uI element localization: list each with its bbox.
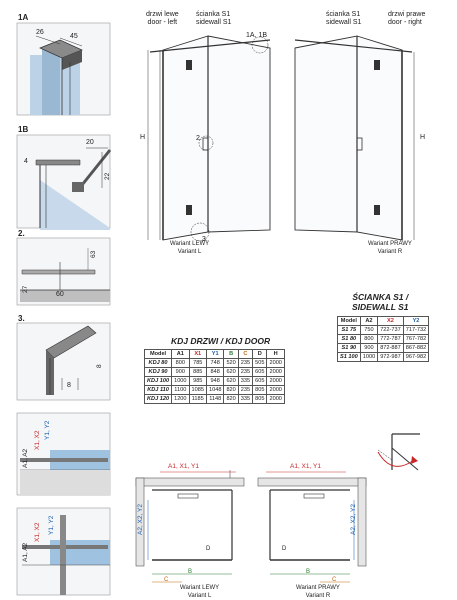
door-right-en: door - right — [388, 19, 422, 26]
variant-right-en: Variant R — [377, 249, 403, 255]
kdj-table-col-7: H — [267, 350, 284, 359]
door-swing-drawing — [378, 434, 420, 470]
table-cell: 520 — [224, 359, 238, 368]
table-cell: S1 80 — [338, 335, 361, 344]
plan-right-side-dims: A2, X2, Y2 — [350, 504, 357, 535]
table-cell: 805 — [253, 395, 267, 404]
dim-27: 27 — [22, 285, 29, 293]
table-cell: 2000 — [267, 359, 284, 368]
table-cell: 800 — [172, 359, 189, 368]
table-cell: 900 — [360, 344, 377, 353]
table-row — [145, 368, 285, 377]
table-cell: 235 — [238, 386, 252, 395]
table-cell: 717-732 — [403, 326, 429, 335]
detail-1b-label: 1B — [18, 125, 29, 134]
table-cell: 505 — [253, 359, 267, 368]
dim-60: 60 — [56, 291, 64, 298]
plan-right-b: B — [306, 569, 311, 575]
detail-3-drawing — [17, 323, 110, 400]
kdj-table-title: KDJ DRZWI / KDJ DOOR — [171, 336, 271, 346]
table-cell: 2000 — [267, 368, 284, 377]
plan-right-variant-en: Variant R — [305, 593, 331, 599]
door-left-en: door - left — [147, 19, 178, 26]
table-row — [145, 377, 285, 386]
detail-b-dim-a: A1, A2 — [22, 542, 29, 562]
cabin-right-drawing — [295, 36, 414, 240]
table-cell: S1 100 — [338, 353, 361, 362]
table-cell: 335 — [238, 395, 252, 404]
detail-a2-drawing — [17, 508, 110, 595]
dim-8-h: 8 — [67, 382, 71, 389]
table-cell: 620 — [224, 368, 238, 377]
table-cell: 805 — [253, 386, 267, 395]
table-cell: 967-982 — [403, 353, 429, 362]
table-cell: S1 75 — [338, 326, 361, 335]
table-cell: 767-782 — [403, 335, 429, 344]
table-cell: 1085 — [189, 386, 206, 395]
table-cell: 972-987 — [378, 353, 404, 362]
table-cell: KDJ 110 — [145, 386, 172, 395]
s1-table-col-3: Y2 — [403, 317, 429, 326]
table-cell: 2000 — [267, 377, 284, 386]
table-cell: 1185 — [189, 395, 206, 404]
detail-a-dim-x: X1, X2 — [34, 430, 41, 450]
table-cell: 800 — [360, 335, 377, 344]
marker-2: 2. — [196, 135, 202, 142]
table-cell: KDJ 80 — [145, 359, 172, 368]
s1-title-pl: ŚCIANKA S1 / — [352, 292, 409, 302]
door-right-pl: drzwi prawe — [388, 11, 426, 18]
s1-table-title — [352, 292, 409, 312]
table-cell: 900 — [172, 368, 189, 377]
variant-left-en: Variant L — [177, 249, 202, 255]
plan-left-top-dims: A1, X1, Y1 — [168, 463, 199, 470]
detail-1a-label: 1A — [18, 13, 29, 22]
plan-left-variant-en: Variant L — [187, 593, 212, 599]
plan-right-d: D — [282, 546, 287, 552]
table-cell: 1200 — [172, 395, 189, 404]
detail-a-dim-y: Y1, Y2 — [44, 420, 51, 440]
table-cell: 872-887 — [378, 344, 404, 353]
table-row — [338, 353, 429, 362]
detail-b-dim-x: X1, X2 — [34, 522, 41, 542]
table-cell: 867-882 — [403, 344, 429, 353]
table-cell: 785 — [189, 359, 206, 368]
height-left: H — [140, 134, 146, 141]
s1-table-col-2: X2 — [378, 317, 404, 326]
sidewall-left-label — [196, 11, 231, 27]
s1-header-row — [338, 317, 429, 326]
kdj-table-col-5: C — [238, 350, 252, 359]
table-row — [338, 344, 429, 353]
plan-right-top-dims: A1, X1, Y1 — [290, 463, 321, 470]
plan-left-c: C — [164, 577, 169, 583]
kdj-table-col-3: Y1 — [206, 350, 223, 359]
s1-table-col-0: Model — [338, 317, 361, 326]
table-cell: 820 — [224, 395, 238, 404]
table-cell: 620 — [224, 377, 238, 386]
plan-left-variant-pl: Wariant LEWY — [180, 585, 220, 591]
variant-left-label — [170, 240, 209, 256]
dim-45: 45 — [70, 33, 78, 40]
table-cell: 748 — [206, 359, 223, 368]
cabin-left-drawing — [148, 36, 270, 241]
detail-a-dim-a: A1, A2 — [22, 448, 29, 468]
kdj-table-col-4: B — [224, 350, 238, 359]
plan-left-side-dims: A2, X2, Y2 — [137, 504, 144, 535]
s1-title-en: SIDEWALL S1 — [352, 302, 409, 312]
table-cell: 2000 — [267, 395, 284, 404]
marker-1a-1b: 1A, 1B — [246, 32, 268, 39]
table-cell: 848 — [206, 368, 223, 377]
door-right-label — [388, 11, 425, 27]
table-cell: KDJ 120 — [145, 395, 172, 404]
table-cell: 235 — [238, 359, 252, 368]
kdj-table-col-1: A1 — [172, 350, 189, 359]
dim-63: 63 — [90, 250, 97, 258]
sidewall-right-en: sidewall S1 — [326, 19, 362, 26]
plan-right-c: C — [332, 577, 337, 583]
table-row — [338, 335, 429, 344]
s1-table — [337, 316, 429, 362]
table-cell: KDJ 90 — [145, 368, 172, 377]
detail-2-label: 2. — [18, 229, 25, 238]
table-cell: S1 90 — [338, 344, 361, 353]
s1-table-col-1: A2 — [360, 317, 377, 326]
table-cell: 1000 — [172, 377, 189, 386]
door-left-pl: drzwi lewe — [146, 11, 179, 18]
table-cell: 605 — [253, 377, 267, 386]
plan-right-variant — [296, 584, 340, 600]
height-right: H — [420, 134, 426, 141]
table-cell: 1000 — [360, 353, 377, 362]
table-row — [338, 326, 429, 335]
table-cell: 235 — [238, 368, 252, 377]
dim-8-v: 8 — [96, 364, 103, 368]
sidewall-right-pl: ścianka S1 — [326, 11, 361, 18]
variant-right-label — [368, 240, 412, 256]
table-cell: 335 — [238, 377, 252, 386]
plan-left-b: B — [188, 569, 193, 575]
table-cell: 750 — [360, 326, 377, 335]
detail-1b-drawing — [17, 135, 110, 230]
detail-3-label: 3. — [18, 314, 25, 323]
dim-22: 22 — [104, 172, 111, 180]
table-cell: 1148 — [206, 395, 223, 404]
table-cell: 885 — [189, 368, 206, 377]
kdj-header-row — [145, 350, 285, 359]
marker-3: 3. — [202, 236, 208, 243]
table-row — [145, 395, 285, 404]
dim-26: 26 — [36, 29, 44, 36]
table-cell: 722-737 — [378, 326, 404, 335]
door-left-label — [146, 11, 179, 27]
plan-left-variant — [180, 584, 219, 600]
table-cell: 1048 — [206, 386, 223, 395]
table-cell: 948 — [206, 377, 223, 386]
sidewall-left-en: sidewall S1 — [196, 19, 232, 26]
kdj-table — [144, 349, 285, 404]
sidewall-right-label — [326, 11, 361, 27]
dim-20: 20 — [86, 139, 94, 146]
variant-right-pl: Wariant PRAWY — [368, 241, 412, 247]
dim-4: 4 — [24, 158, 28, 165]
sidewall-left-pl: ścianka S1 — [196, 11, 231, 18]
variant-left-pl: Wariant LEWY — [170, 241, 210, 247]
plan-left-drawing — [136, 470, 244, 582]
detail-b-dim-y: Y1, Y2 — [48, 515, 55, 535]
kdj-table-col-6: D — [253, 350, 267, 359]
table-cell: 820 — [224, 386, 238, 395]
table-row — [145, 359, 285, 368]
table-cell: 605 — [253, 368, 267, 377]
table-cell: 772-787 — [378, 335, 404, 344]
detail-1a-drawing — [17, 23, 110, 115]
table-row — [145, 386, 285, 395]
table-cell: 1100 — [172, 386, 189, 395]
detail-a1-drawing — [17, 413, 110, 495]
plan-right-variant-pl: Wariant PRAWY — [296, 585, 340, 591]
kdj-table-col-0: Model — [145, 350, 172, 359]
table-cell: 2000 — [267, 386, 284, 395]
kdj-table-col-2: X1 — [189, 350, 206, 359]
table-cell: 985 — [189, 377, 206, 386]
plan-left-d: D — [206, 546, 211, 552]
table-cell: KDJ 100 — [145, 377, 172, 386]
